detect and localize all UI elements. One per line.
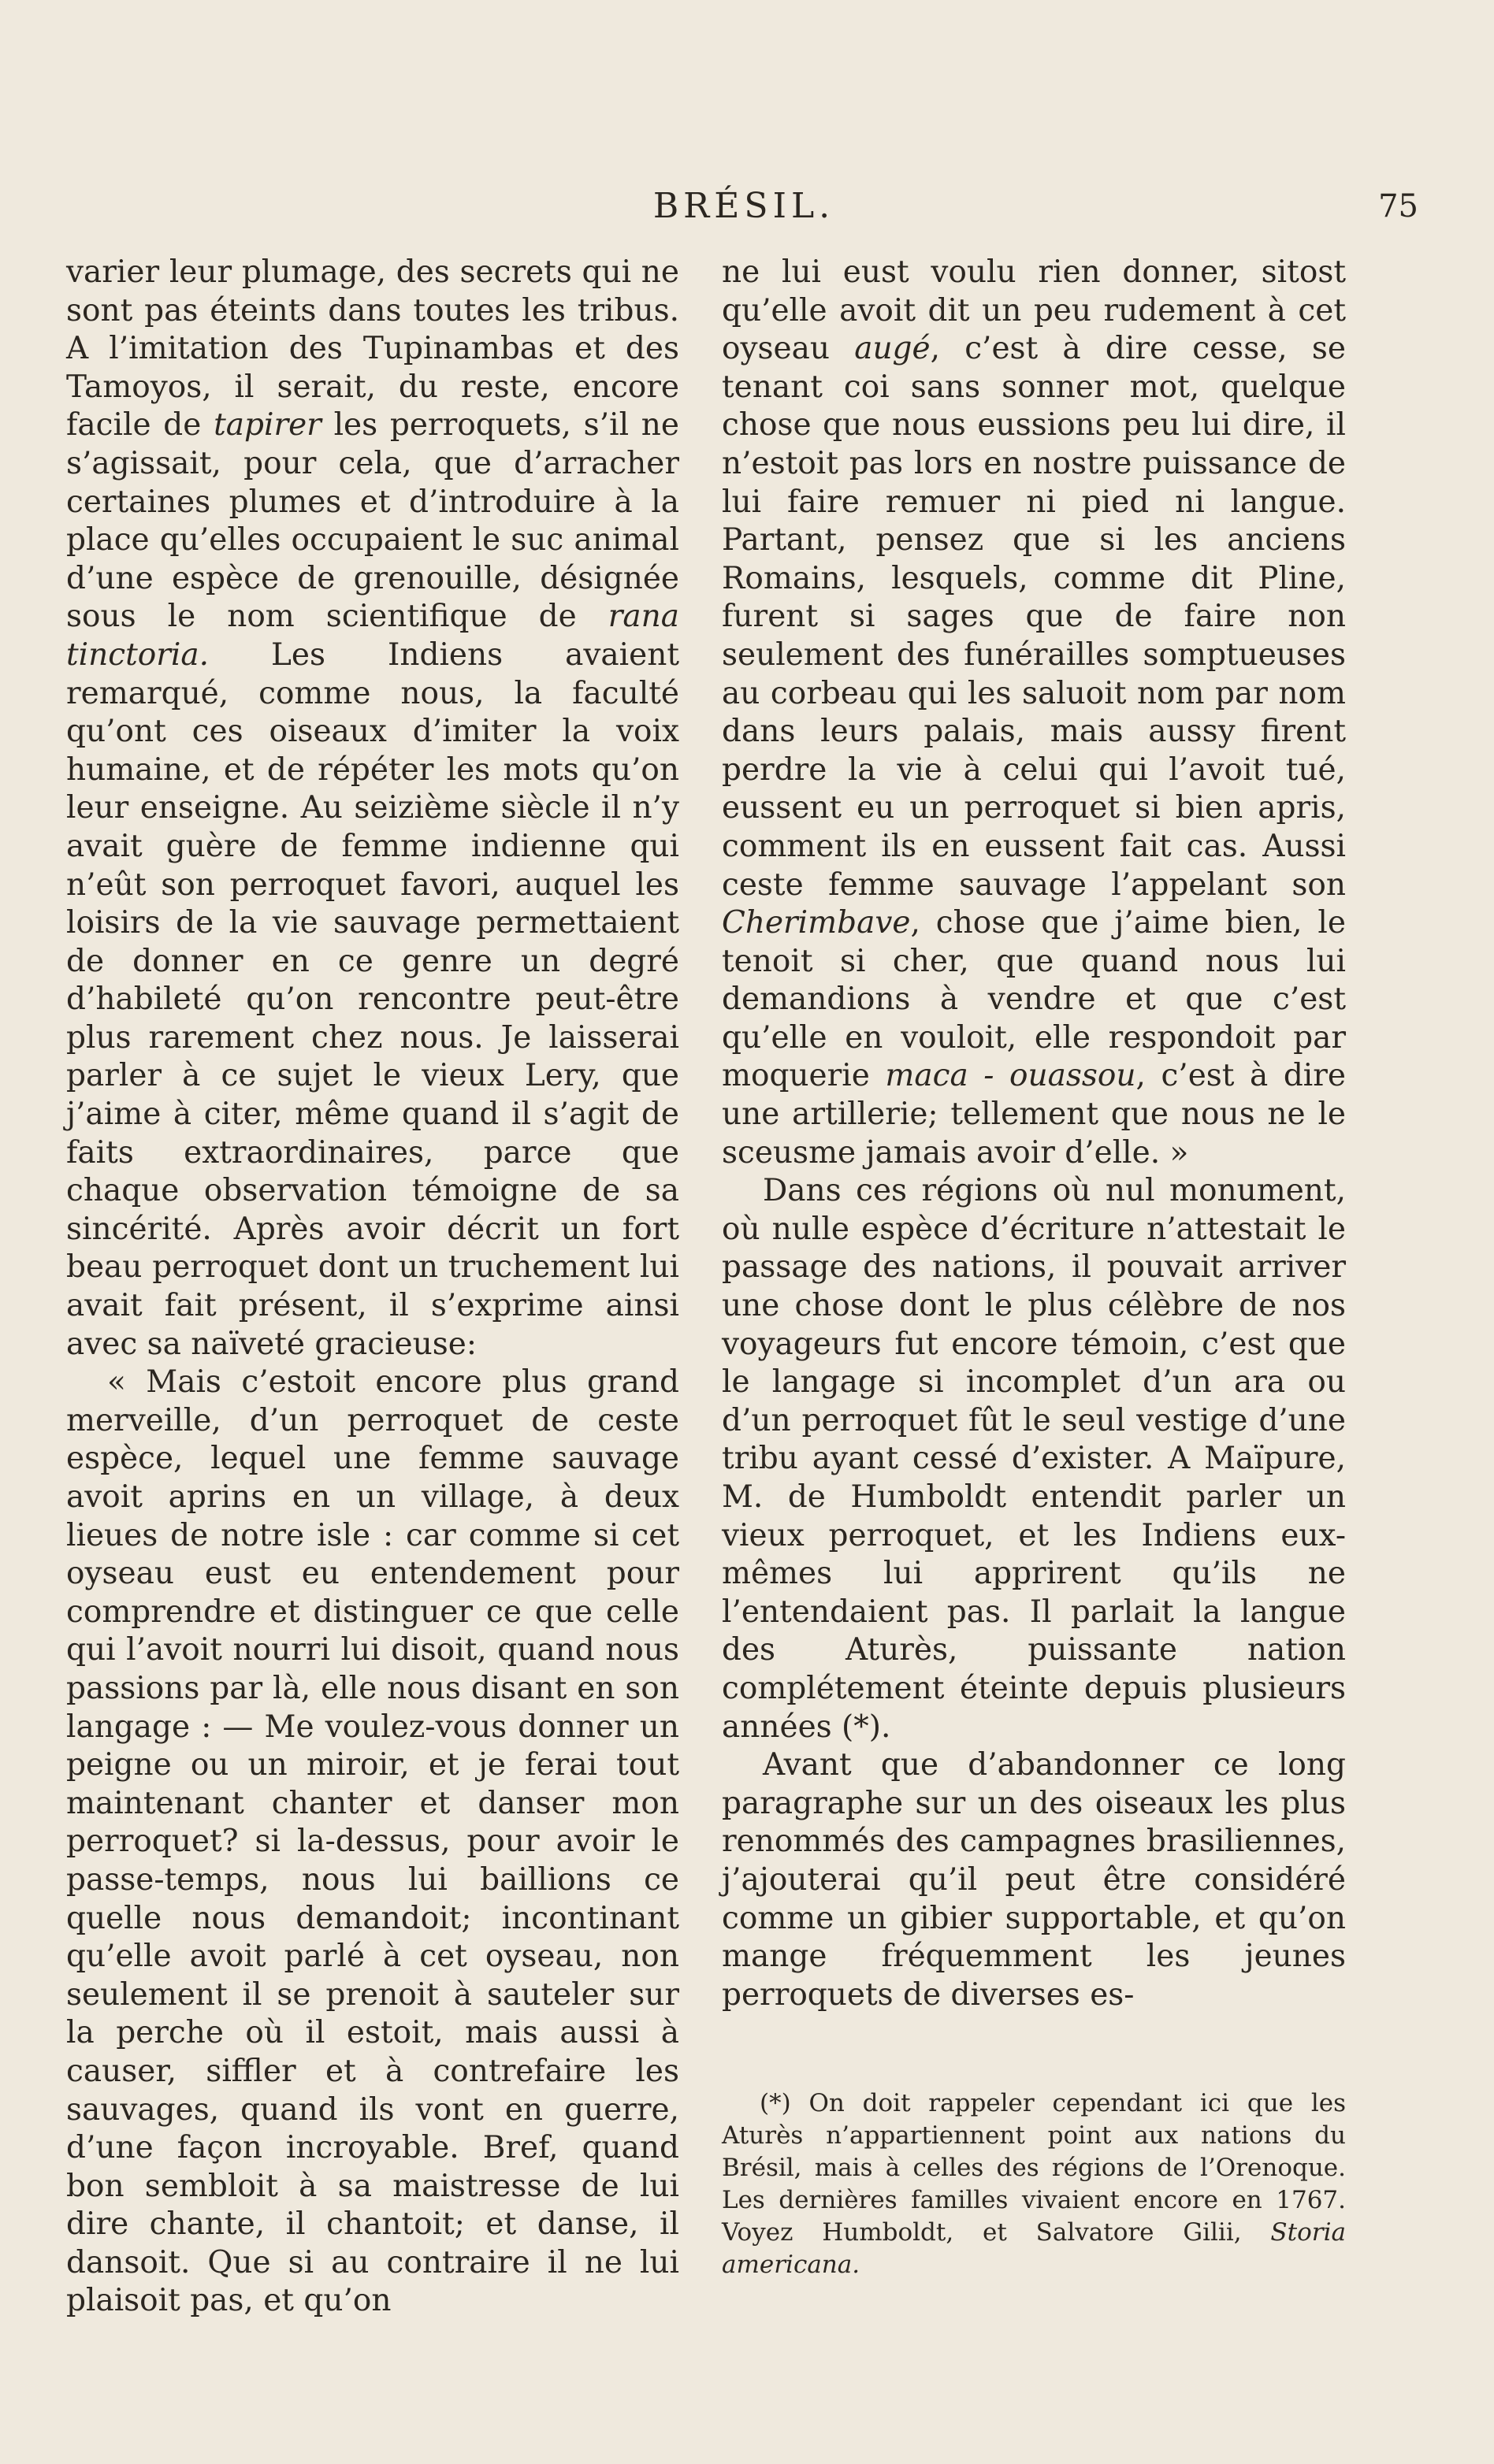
italic-term: Cherimbave xyxy=(722,905,911,941)
italic-term: tapirer xyxy=(214,407,321,443)
running-head xyxy=(69,183,1418,230)
italic-term: rana tinctoria. xyxy=(66,599,679,673)
paragraph: Dans ces régions où nul monument, où nulle espèce d’écriture n’attestait le passage des nations, il pouvait arriver une chose dont le plus célèbre de nos voyageurs fut encore témoin, c’est que le langage si incomplet d’un ara ou d’un perroquet fût le seul vestige d’une tribu ayant cessé d’exister. A Maïpure, M. de Humboldt entendit parler un vieux perroquet, et les Indiens eux-mêmes lui apprirent qu’ils ne l’entendaient pas. Il parlait la langue des Aturès, puissante nation complétement éteinte depuis plusieurs années (*). xyxy=(722,1173,1346,1745)
running-title: BRÉSIL. xyxy=(652,186,835,226)
left-column xyxy=(66,254,679,2321)
italic-term: augé xyxy=(854,331,931,367)
quotation-continuation: ne lui eust voulu rien donner, sitost qu’elle avoit dit un peu rudement à cet oyseau augé, c’est à dire cesse, se tenant coi sans sonner mot, quelque chose que nous eussions peu lui dire, il n’estoit pas lors en nostre puissance de lui faire remuer ni pied ni langue. Partant, pensez que si les anciens Romains, lesquels, comme dit Pline, furent si sages que de faire non seulement des funérailles somptueuses au corbeau qui les saluoit nom par nom dans leurs palais, mais aussy firent perdre la vie à celui qui l’avoit tué, eussent eu un perroquet si bien apris, comment ils en eussent fait cas. Aussi ceste femme sauvage l’appelant son Cherimbave, chose que j’aime bien, le tenoit si cher, que quand nous lui demandions à vendre et que c’est qu’elle en vouloit, elle respondoit par moquerie maca - ouassou, c’est à dire une artillerie; tellement que nous ne le sceusme jamais avoir d’elle. » xyxy=(722,254,1346,1171)
right-column xyxy=(722,254,1346,2014)
paragraph: varier leur plumage, des secrets qui ne sont pas éteints dans toutes les tribus. A l’imitation des Tupinambas et des Tamoyos, il serait, du reste, encore facile de tapirer les perroquets, s’il ne s’agissait, pour cela, que d’arracher certaines plumes et d’introduire à la place qu’elles occupaient le suc animal d’une espèce de grenouille, désignée sous le nom scientifique de rana tinctoria. Les Indiens avaient remarqué, comme nous, la faculté qu’ont ces oiseaux d’imiter la voix humaine, et de répéter les mots qu’on leur enseigne. Au seizième siècle il n’y avait guère de femme indienne qui n’eût son perroquet favori, auquel les loisirs de la vie sauvage permettaient de donner en ce genre un degré d’habileté qu’on rencontre peut-être plus rarement chez nous. Je laisserai parler à ce sujet le vieux Lery, que j’aime à citer, même quand il s’agit de faits extraordinaires, parce que chaque observation témoigne de sa sincérité. Après avoir décrit un fort beau perroquet dont un truchement lui avait fait présent, il s’exprime ainsi avec sa naïveté gracieuse: xyxy=(66,254,679,1362)
italic-term: maca - ouassou xyxy=(885,1058,1136,1094)
paragraph: Avant que d’abandonner ce long paragraphe sur un des oiseaux les plus renommés des campagnes brasiliennes, j’ajouterai qu’il peut être considéré comme un gibier supportable, et qu’on mange fréquemment les jeunes perroquets de diverses es- xyxy=(722,1747,1346,2013)
footnote: (*) On doit rappeler cependant ici que les Aturès n’appartiennent point aux nations du Brésil, mais à celles des régions de l’Orenoque. Les dernières familles vivaient encore en 1767. Voyez Humboldt, et Salvatore Gilii, Storia americana. xyxy=(722,2089,1346,2279)
footnote-citation-title: Storia americana. xyxy=(722,2218,1346,2279)
quotation-paragraph: « Mais c’estoit encore plus grand merveille, d’un perroquet de ceste espèce, lequel une femme sauvage avoit aprins en un village, à deux lieues de notre isle : car comme si cet oyseau eust eu entendement pour comprendre et distinguer ce que celle qui l’avoit nourri lui disoit, quand nous passions par là, elle nous disant en son langage : — Me voulez-vous donner un peigne ou un miroir, et je ferai tout maintenant chanter et danser mon perroquet? si la-dessus, pour avoir le passe-temps, nous lui baillions ce quelle nous demandoit; incontinant qu’elle avoit parlé à cet oyseau, non seulement il se prenoit à sauteler sur la perche où il estoit, mais aussi à causer, siffler et à contrefaire les sauvages, quand ils vont en guerre, d’une façon incroyable. Bref, quand bon sembloit à sa maistresse de lui dire chante, il chantoit; et danse, il dansoit. Que si au contraire il ne lui plaisoit pas, et qu’on xyxy=(66,1364,679,2319)
page-number: 75 xyxy=(1378,188,1418,225)
